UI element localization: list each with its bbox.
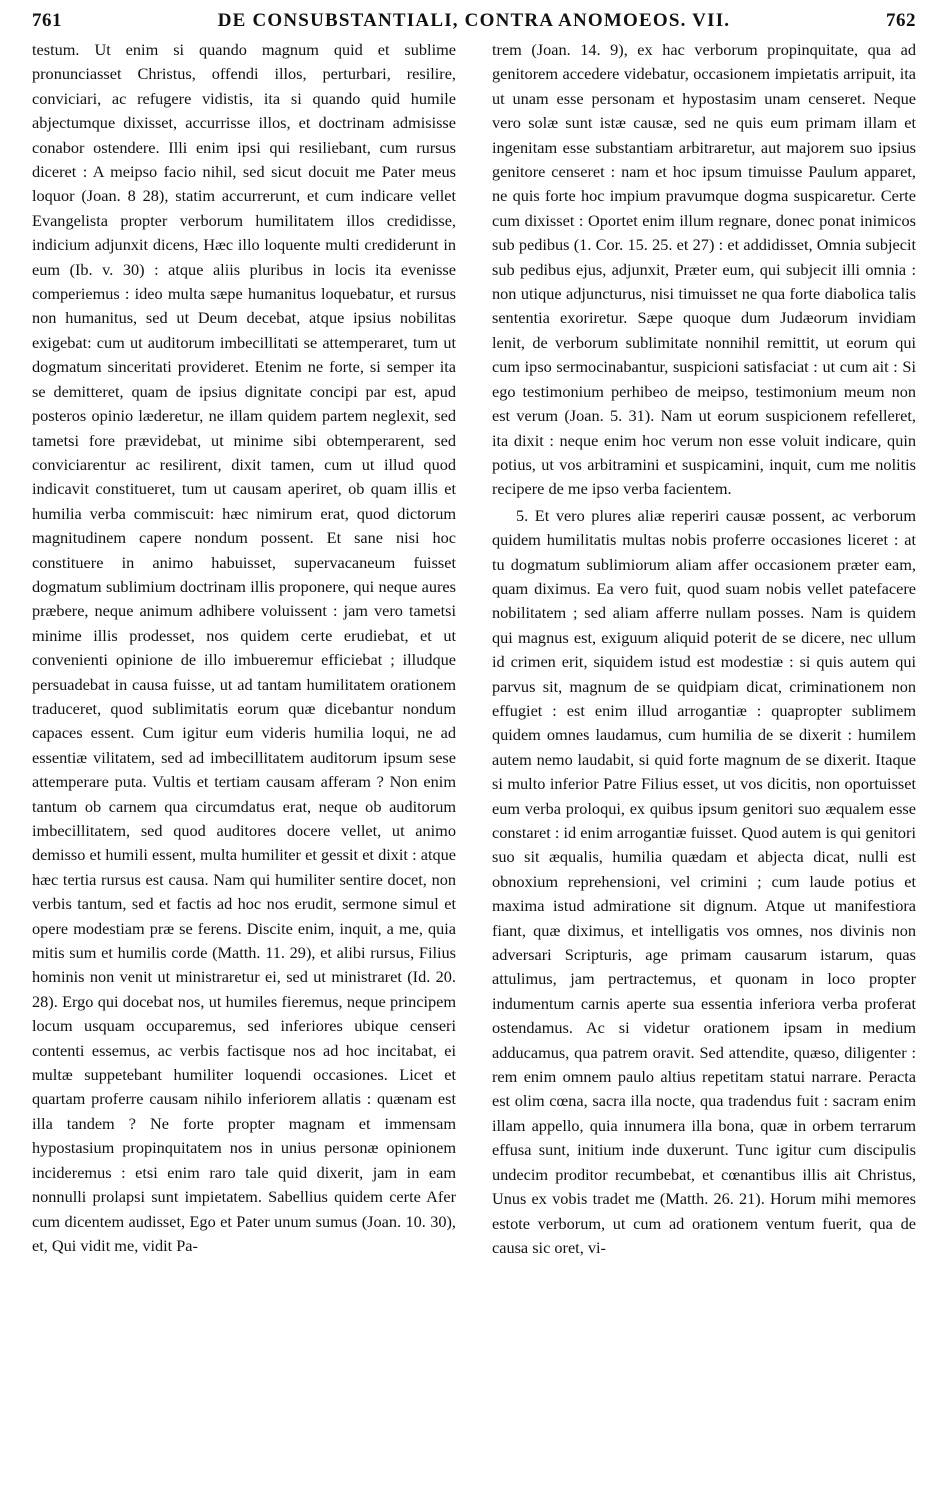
right-column-paragraph-1: trem (Joan. 14. 9), ex hac verborum propinquitate, qua ad genitorem accedere videbatur, occasionem impietatis arripuit, ita ut unam esse personam et hypostasim unam censeret. Neque vero solæ sunt istæ causæ, sed ne quis eum primam illam et ingenitam esse substantiam arbitraretur, aut majorem suo ipsius genitore censeret : nam et hoc ipsum timuisse Paulum apparet, ne quis forte hoc impium pravumque dogma suspicaretur. Certe cum dixisset : Oportet enim illum regnare, donec ponat inimicos sub pedibus (1. Cor. 15. 25. et 27) : et addidisset, Omnia subjecit sub pedibus ejus, adjunxit, Præter eum, qui subjecit illi omnia : non utique adjuncturus, nisi timuisset ne qua forte diabolica talis sententia exoriretur. Sæpe quoque dum Judæorum invidiam lenit, de verborum sublimitate nonnihil remittit, ut eorum qui cum ipso sermocinabantur, suspicioni satisfaciat : ut cum ait : Si ego testimonium perhibeo de meipso, testimonium meum non est verum (Joan. 5. 31). Nam ut eorum suspicionem refelleret, ita dixit : neque enim hoc verum non esse voluit indicare, quin potius, ut vos arbitramini et suspicamini, inquit, cum me nolitis recipere de me ipso verba facientem. <box>492 40 916 499</box>
left-page-number: 761 <box>32 10 62 31</box>
right-column-paragraph-2: 5. Et vero plures aliæ reperiri causæ possent, ac verborum quidem humilitatis multas nobis proferre occasiones liceret : at tu dogmatum sublimiorum aliam affer occasionem præter eam, quam diximus. Ea vero fuit, quod suam nobis vellet patefacere nobilitatem ; sed aliam afferre nullam posses. Nam is quidem qui magnus est, exiguum aliquid poterit de se dicere, nec ullum id crimen erit, siquidem istud est modestiæ : si quis autem qui parvus sit, magnum de se quidpiam dicat, criminationem non effugiet : est enim illud arrogantiæ : quapropter sublimem quidem omnes laudamus, cum humilia de se dixerit : humilem autem nemo laudabit, si quid forte magnum de se dixerit. Itaque si multo inferior Patre Filius esset, ut vos dicitis, non oportuisset eum verba proloqui, ex quibus ipsum genitori suo æqualem esse constaret : id enim arrogantiæ fuisset. Quod autem is qui genitori suo sit æqualis, humilia quædam et abjecta dicat, nulli est obnoxium reprehensioni, vel crimini ; cum laude potius et maxima istud admiratione sit dignum. Atque ut manifestiora fiant, quæ diximus, et intelligatis vos omnes, nos divinis non adversari Scripturis, age primam causarum istarum, quas attulimus, jam pertractemus, et quonam in loco propter indumentum carnis aperte sua essentia inferiora verba proferat ostendamus. Ac si videtur orationem ipsam in medium adducamus, qua patrem oravit. Sed attendite, quæso, diligenter : rem enim omnem paulo altius repetitam statui narrare. Peracta est olim cœna, sacra illa nocte, qua tradendus fuit : sacram enim illam appello, quia innumera illa bona, quæ in orbem terrarum effusa sunt, initium inde duxerunt. Tunc igitur cum discipulis undecim proditor recumbebat, et cœnantibus illis ait Christus, Unus ex vobis tradet me (Matth. 26. 21). Horum mihi memores estote verborum, ut cum ad orationem ventum fuerit, qua de causa sic oret, vi- <box>492 505 916 1257</box>
right-column <box>492 38 916 1260</box>
left-column <box>32 38 456 1260</box>
running-title: DE CONSUBSTANTIALI, CONTRA ANOMOEOS. VII. <box>217 10 731 31</box>
running-header <box>32 10 916 38</box>
text-columns <box>32 38 916 1260</box>
right-page-number: 762 <box>886 10 916 31</box>
left-column-paragraph: testum. Ut enim si quando magnum quid et sublime pronunciasset Christus, offendi illos, perturbari, resilire, conviciari, ac refugere vidistis, ita si quando quid humile abjectumque dixisset, accurrisse illos, et doctrinam admisisse conabor ostendere. Illi enim ipsi qui resiliebant, cum rursus diceret : A meipso facio nihil, sed sicut docuit me Pater meus loquor (Joan. 8 28), statim accurrerunt, et cum indicare vellet Evangelista propter verborum humilitatem illos credidisse, indicium adjunxit dicens, Hæc illo loquente multi crediderunt in eum (Ib. v. 30) : atque aliis pluribus in locis ita evenisse comperiemus : ideo multa sæpe humanitus loquebatur, et rursus non humanitus, sed ut Deum decebat, atque ipsius nobilitas exigebat: cum ut auditorum imbecillitati se attemperaret, tum ut dogmatum sinceritati provideret. Etenim ne forte, si semper ita se demitteret, quam de ipsius dignitate concipi par est, apud posteros opinio læderetur, ne illam quidem partem neglexit, sed tametsi fore prævidebat, ut minime sibi obtemperarent, sed conviciarentur ac resilirent, dixit tamen, cum ut illud quod indicavit constitueret, tum ut causam aperiret, ob quam illis et humilia verba commiscuit: hæc nimirum erat, quod dictorum magnitudinem capere nondum possent. Et sane nisi hoc constituere in animo habuisset, supervacaneum fuisset dogmatum sublimium doctrinam illis proponere, qui neque aures præbere, neque animum adhibere voluissent : jam vero tametsi minime illis prodesset, nos quidem certe erudiebat, et ut convenienti opinione de illo imbueremur efficiebat ; illudque persuadebat in causa fuisse, ut ad tantam humilitatem orationem traduceret, quod sublimitatis eorum quæ dicebantur nondum capaces essent. Cum igitur eum videris humilia loqui, ne ad essentiæ vilitatem, sed ad imbecillitatem auditorum ipsum sese attemperare puta. Vultis et tertiam causam afferam ? Non enim tantum ob carnem qua circumdatus erat, neque ob auditorum imbecillitatem, sed quod auditores docere vellet, ut animo demisso et humili essent, multa humiliter et gessit et dixit : atque hæc tertia rursus est causa. Nam qui humiliter sentire docet, non verbis tantum, sed et factis ad hoc nos erudit, sermone simul et opere modestiam præ se ferens. Discite enim, inquit, a me, quia mitis sum et humilis corde (Matth. 11. 29), et alibi rursus, Filius hominis non venit ut ministraretur ei, sed ut ministraret (Id. 20. 28). Ergo qui docebat nos, ut humiles fieremus, neque principem locum usquam occuparemus, sed inferiores ubique censeri contenti essemus, ac verbis factisque nos ad hoc incitabat, ei multæ suppetebant humiliter loquendi occasiones. Licet et quartam proferre causam nihilo inferiorem allatis : quænam est illa tandem ? Ne forte propter magnam et immensam hypostasium propinquitatem nos in unius personæ opinionem incideremus : etsi enim raro tale quid dixerit, jam in eam nonnulli prolapsi sunt impietatem. Sabellius quidem certe Afer cum dicentem audisset, Ego et Pater unum sumus (Joan. 10. 30), et, Qui vidit me, vidit Pa- <box>32 40 456 1255</box>
